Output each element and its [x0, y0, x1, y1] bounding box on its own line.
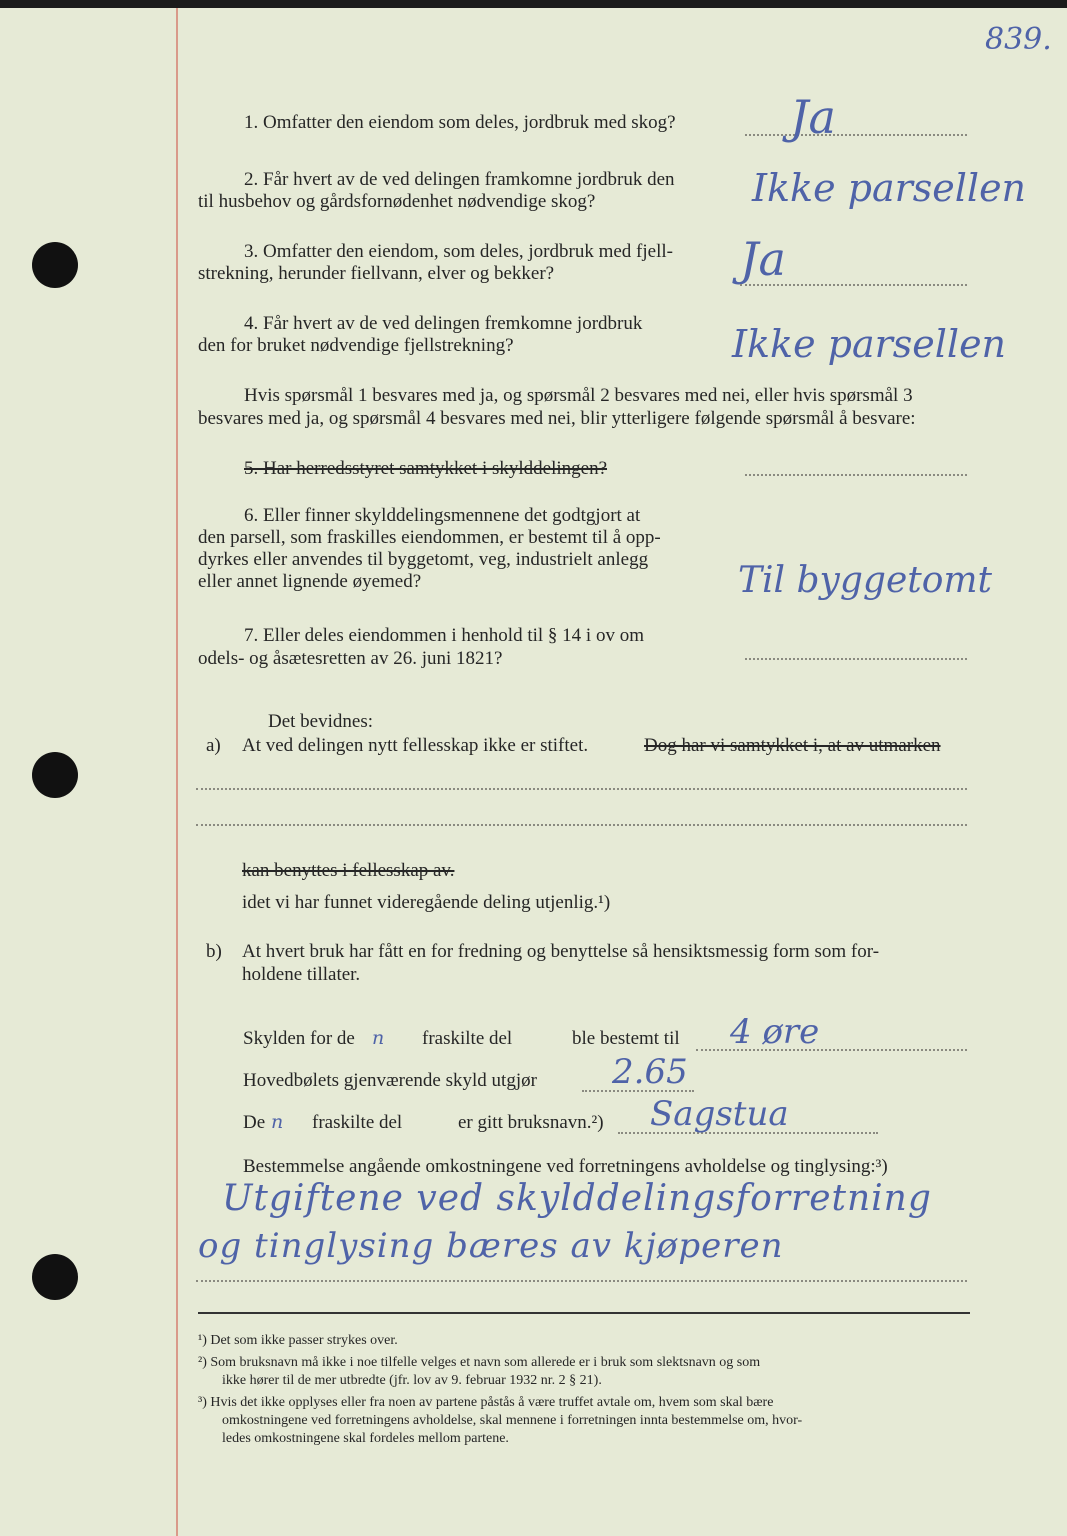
item-a-label: a): [206, 735, 221, 756]
bestemmelse-label: Bestemmelse angående omkostningene ved forretningens avholdelse og tinglysing:³): [243, 1156, 888, 1177]
footnote-3-line1: ³) Hvis det ikke opplyses eller fra noen av partene påstås å være truffet avtale om, hvem som skal bære: [198, 1395, 774, 1410]
answer-2: Ikke parsellen: [752, 166, 1027, 210]
question-5: 5. Har herredsstyret samtykket i skylddelingen?: [244, 458, 608, 479]
scan-top-edge: [0, 0, 1067, 8]
instruction-line2: besvares med ja, og spørsmål 4 besvares med nei, blir ytterligere følgende spørsmål å besvare:: [198, 408, 916, 429]
bruksnavn-label-a: De: [243, 1112, 266, 1133]
answer-6: Til byggetomt: [738, 560, 993, 601]
question-6-line1: 6. Eller finner skylddelingsmennene det godtgjort at: [244, 505, 641, 526]
question-6-line2: den parsell, som fraskilles eiendommen, er bestemt til å opp-: [198, 527, 661, 548]
footnote-2-line1: ²) Som bruksnavn må ikke i noe tilfelle velges et navn som allerede er i bruk som slektsnavn og som: [198, 1355, 761, 1370]
skyld-label-b: n: [372, 1027, 385, 1049]
footnote-2-line2: ikke hører til de mer utbredte (jfr. lov av 9. februar 1932 nr. 2 § 21).: [222, 1373, 602, 1388]
punch-hole: [32, 1254, 78, 1300]
answer-3: Ja: [740, 232, 786, 286]
answer-4: Ikke parsellen: [732, 322, 1007, 366]
bestemmelse-answer-1: Utgiftene ved skylddelingsforretning: [222, 1178, 932, 1219]
answer-1: Ja: [790, 90, 836, 144]
footnote-rule: [198, 1312, 970, 1314]
punch-hole: [32, 242, 78, 288]
bruksnavn-label-d: er gitt bruksnavn.²): [458, 1112, 604, 1133]
question-4-line2: den for bruket nødvendige fjellstrekning?: [198, 335, 514, 356]
skyld-label-a: Skylden for de: [243, 1028, 355, 1049]
page-number: 839.: [985, 22, 1052, 57]
item-b-label: b): [206, 941, 222, 962]
punch-hole: [32, 752, 78, 798]
bestemmelse-answer-2: og tinglysing bæres av kjøperen: [198, 1226, 784, 1266]
instruction-line1: Hvis spørsmål 1 besvares med ja, og spørsmål 2 besvares med nei, eller hvis spørsmål 3: [244, 385, 913, 406]
hovedbol-label: Hovedbølets gjenværende skyld utgjør: [243, 1070, 537, 1091]
bruksnavn-answer: Sagstua: [650, 1094, 789, 1134]
question-2-line1: 2. Får hvert av de ved delingen framkomne jordbruk den: [244, 169, 675, 190]
skyld-label-c: fraskilte del: [422, 1028, 513, 1049]
document-page: [0, 8, 1067, 1536]
item-a-struck: Dog har vi samtykket i, at av utmarken: [644, 735, 941, 756]
footnote-1: ¹) Det som ikke passer strykes over.: [198, 1333, 398, 1348]
blank-line: [196, 788, 967, 790]
margin-line: [176, 8, 178, 1536]
item-a-text: At ved delingen nytt fellesskap ikke er stiftet.: [242, 735, 589, 756]
answer-line: [745, 134, 967, 136]
question-3-line1: 3. Omfatter den eiendom, som deles, jordbruk med fjell-: [244, 241, 673, 262]
question-6-line4: eller annet lignende øyemed?: [198, 571, 422, 592]
question-7-line2: odels- og åsætesretten av 26. juni 1821?: [198, 648, 503, 669]
item-a-tail: idet vi har funnet videregående deling utjenlig.¹): [242, 892, 611, 913]
footnote-3-line2: omkostningene ved forretningens avholdelse, skal mennene i forretningen innta bestemmelse om, hvor-: [222, 1413, 803, 1428]
blank-line: [196, 1280, 967, 1282]
question-6-line3: dyrkes eller anvendes til byggetomt, veg, industrielt anlegg: [198, 549, 649, 570]
bruksnavn-label-c: fraskilte del: [312, 1112, 403, 1133]
bevidnes-heading: Det bevidnes:: [268, 711, 374, 732]
skyld-answer: 4 øre: [730, 1012, 820, 1052]
item-a-struck-2: kan benyttes i fellesskap av.: [242, 860, 455, 881]
question-2-line2: til husbehov og gårdsfornødenhet nødvendige skog?: [198, 191, 596, 212]
footnote-3-line3: ledes omkostningene skal fordeles mellom partene.: [222, 1431, 509, 1446]
question-7-line1: 7. Eller deles eiendommen i henhold til § 14 i ov om: [244, 625, 644, 646]
blank-line: [196, 824, 967, 826]
item-b-line1: At hvert bruk har fått en for fredning og benyttelse så hensiktsmessig form som for-: [242, 941, 880, 962]
hovedbol-answer: 2.65: [612, 1052, 688, 1092]
item-b-line2: holdene tillater.: [242, 964, 361, 985]
question-1: 1. Omfatter den eiendom som deles, jordbruk med skog?: [244, 112, 676, 133]
question-4-line1: 4. Får hvert av de ved delingen fremkomne jordbruk: [244, 313, 643, 334]
answer-line: [740, 284, 967, 286]
bruksnavn-label-b: n: [271, 1111, 284, 1133]
skyld-label-d: ble bestemt til: [572, 1028, 680, 1049]
answer-line: [745, 474, 967, 476]
answer-line: [745, 658, 967, 660]
question-3-line2: strekning, herunder fiellvann, elver og bekker?: [198, 263, 555, 284]
